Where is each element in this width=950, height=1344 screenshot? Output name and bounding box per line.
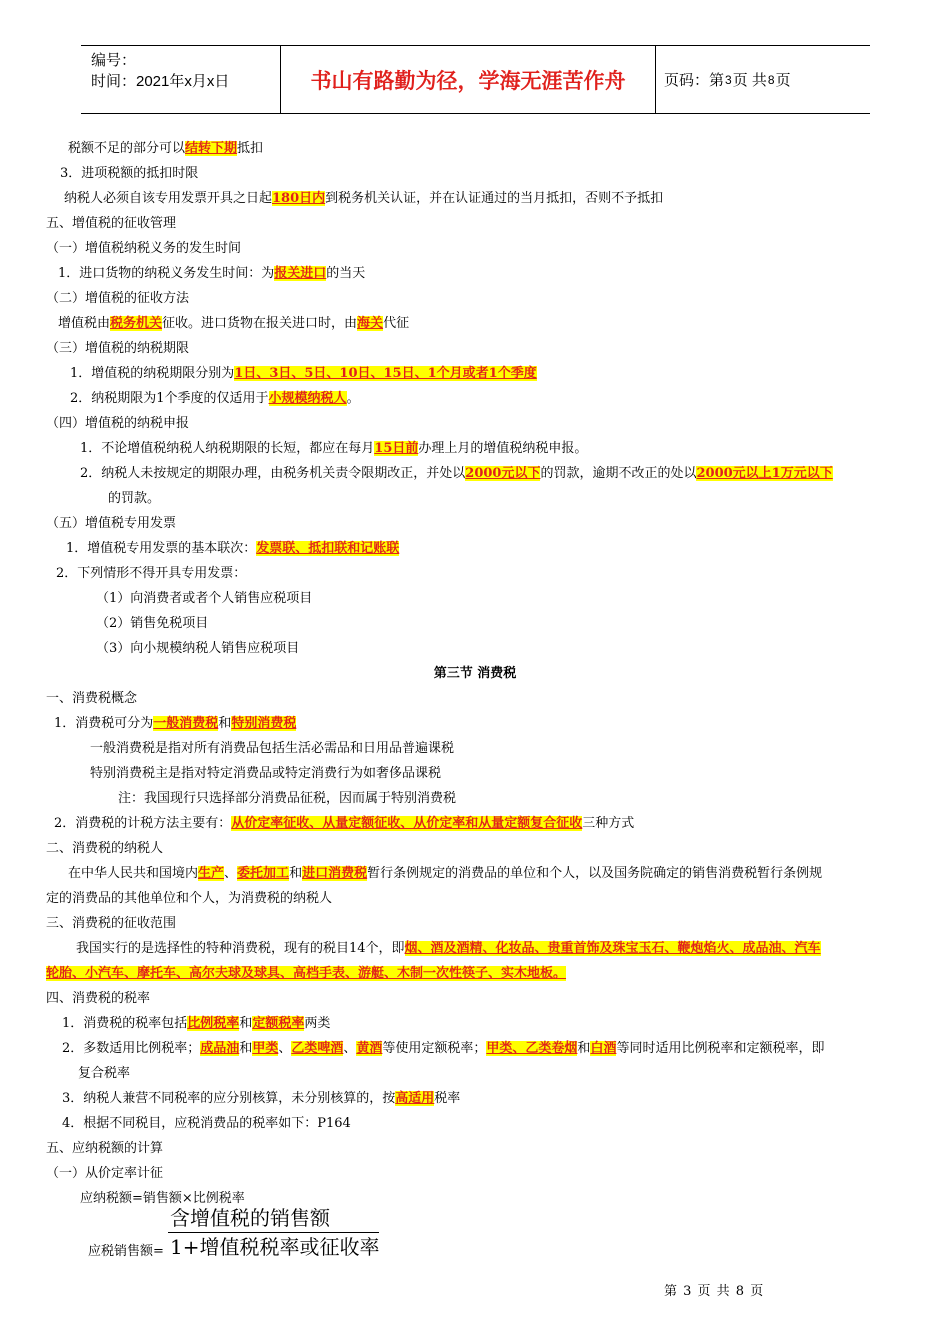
text-segment: 和 <box>239 1041 253 1056</box>
text-segment: 抵扣 <box>237 141 264 156</box>
text-segment: 税率 <box>434 1091 461 1106</box>
text-line <box>68 865 822 883</box>
text-segment: 注：我国现行只选择部分消费品征税，因而属于特别消费税 <box>118 791 457 806</box>
text-segment: 的罚款，逾期不改正的处以 <box>540 466 697 481</box>
text-line <box>60 165 198 183</box>
text-segment: 一、消费税概念 <box>46 691 138 706</box>
text-segment: 1．进口货物的纳税义务发生时间：为 <box>58 266 275 281</box>
text-segment: 增值税由 <box>58 316 111 331</box>
text-line <box>46 290 189 308</box>
text-segment: 3．纳税人兼营不同税率的应分别核算，未分别核算的，按 <box>62 1091 396 1106</box>
text-segment: （一）从价定率计征 <box>46 1166 164 1181</box>
formula-label: 应税销售额= <box>88 1244 164 1259</box>
formula-fraction <box>168 1204 379 1261</box>
document-header <box>81 45 870 114</box>
header-number-label: 编号： <box>91 52 137 69</box>
text-segment: 五、增值税的征收管理 <box>46 216 177 231</box>
text-segment: （五）增值税专用发票 <box>46 516 177 531</box>
formula-numerator: 含增值税的销售额 <box>170 1206 330 1230</box>
text-line <box>46 1165 163 1183</box>
text-line <box>58 265 365 283</box>
text-segment: 1．增值税专用发票的基本联次： <box>66 541 257 556</box>
text-segment: 和 <box>577 1041 591 1056</box>
text-segment: 四、消费税的税率 <box>46 991 151 1006</box>
text-segment: 1．增值税的纳税期限分别为 <box>70 366 235 381</box>
text-line <box>118 790 456 808</box>
highlighted-term: 黄酒 <box>356 1041 383 1056</box>
text-line <box>62 1090 460 1108</box>
text-segment: （四）增值税的纳税申报 <box>46 416 190 431</box>
highlighted-term: 报关进口 <box>274 266 327 281</box>
text-segment: 三种方式 <box>582 816 635 831</box>
text-segment: 2．纳税人未按规定的期限办理，由税务机关责令限期改正，并处以 <box>80 466 466 481</box>
text-segment: 和 <box>239 1016 253 1031</box>
text-segment: 定的消费品的其他单位和个人，为消费税的纳税人 <box>46 891 333 906</box>
text-line <box>70 390 360 408</box>
formula-denominator: 1+增值税税率或征收率 <box>168 1232 379 1261</box>
text-segment: 和 <box>218 716 232 731</box>
text-line <box>80 440 587 458</box>
page-prefix: 页码：第 <box>664 72 725 89</box>
text-line <box>96 615 208 633</box>
highlighted-term: 白酒 <box>590 1041 617 1056</box>
text-line <box>108 490 160 508</box>
text-segment: 代征 <box>383 316 410 331</box>
highlighted-term: 1日、3日、5日、10日、15日、1个月或者1个季度 <box>234 366 537 381</box>
text-segment: 、 <box>224 866 238 881</box>
highlighted-term: 成品油 <box>200 1041 240 1056</box>
highlighted-term: 比例税率 <box>187 1016 240 1031</box>
text-segment: 2．消费税的计税方法主要有： <box>54 816 232 831</box>
text-segment: 的罚款。 <box>108 491 161 506</box>
text-line <box>78 1065 130 1083</box>
text-segment: （1）向消费者或者个人销售应税项目 <box>96 591 313 606</box>
text-segment: 我国实行的是选择性的特种消费税，现有的税目14个，即 <box>76 941 405 956</box>
text-line <box>62 1115 351 1133</box>
highlighted-term: 乙类啤酒 <box>291 1041 344 1056</box>
highlighted-term: 2000元以下 <box>465 466 541 481</box>
text-segment: 、 <box>343 1041 357 1056</box>
text-segment: 纳税人必须自该专用发票开具之日起 <box>64 191 273 206</box>
highlighted-term: 甲类、乙类卷烟 <box>486 1041 578 1056</box>
highlighted-term: 委托加工 <box>237 866 290 881</box>
text-segment: （二）增值税的征收方法 <box>46 291 190 306</box>
text-segment: 在中华人民共和国境内 <box>68 866 199 881</box>
highlighted-term: 甲类 <box>252 1041 279 1056</box>
highlighted-term: 轮胎、小汽车、摩托车、高尔夫球及球具、高档手表、游艇、木制一次性筷子、实木地板。 <box>46 966 567 981</box>
highlighted-term: 税务机关 <box>110 316 163 331</box>
text-segment: 1．消费税可分为 <box>54 716 154 731</box>
page-suffix: 页 <box>775 72 791 89</box>
text-segment: 、 <box>278 1041 292 1056</box>
text-segment: 第三节 消费税 <box>433 666 517 681</box>
text-segment: 2．多数适用比例税率； <box>62 1041 201 1056</box>
text-line <box>76 940 821 958</box>
text-line <box>54 815 634 833</box>
section-heading <box>0 665 950 683</box>
text-segment: 等同时适用比例税率和定额税率，即 <box>616 1041 825 1056</box>
text-segment: 二、消费税的纳税人 <box>46 841 164 856</box>
header-motto: 书山有路勤为径，学海无涯苦作舟 <box>281 46 656 113</box>
text-segment: 3．进项税额的抵扣时限 <box>60 166 199 181</box>
text-segment: 暂行条例规定的消费品的单位和个人，以及国务院确定的销售消费税暂行条例规 <box>367 866 823 881</box>
highlighted-term: 海关 <box>357 316 384 331</box>
text-segment: 和 <box>289 866 303 881</box>
text-line <box>46 890 332 908</box>
text-segment: 1．不论增值税纳税人纳税期限的长短，都应在每月 <box>80 441 375 456</box>
highlighted-term: 小规模纳税人 <box>268 391 347 406</box>
text-segment: 特别消费税主是指对特定消费品或特定消费行为如奢侈品课税 <box>90 766 442 781</box>
text-segment: （一）增值税纳税义务的发生时间 <box>46 241 242 256</box>
text-segment: （2）销售免税项目 <box>96 616 209 631</box>
text-segment: 办理上月的增值税纳税申报。 <box>418 441 588 456</box>
text-line <box>46 840 163 858</box>
text-line <box>68 140 263 158</box>
page-number: 3 <box>725 72 732 87</box>
text-line <box>96 640 299 658</box>
highlighted-term: 一般消费税 <box>153 716 219 731</box>
text-line <box>64 190 663 208</box>
text-segment: 的当天 <box>326 266 366 281</box>
text-segment: 2．下列情形不得开具专用发票： <box>56 566 247 581</box>
text-line <box>46 690 137 708</box>
highlighted-term: 生产 <box>198 866 225 881</box>
page-footer: 第 3 页 共 8 页 <box>664 1284 765 1299</box>
text-segment: 五、应纳税额的计算 <box>46 1141 164 1156</box>
text-segment: 2．纳税期限为1个季度的仅适用于 <box>70 391 269 406</box>
text-segment: 1．消费税的税率包括 <box>62 1016 188 1031</box>
text-line <box>90 740 454 758</box>
text-line <box>46 515 176 533</box>
text-line <box>80 465 833 483</box>
highlighted-term: 定额税率 <box>252 1016 305 1031</box>
text-line <box>70 365 537 383</box>
highlighted-term: 从价定率征收、从量定额征收、从价定率和从量定额复合征收 <box>231 816 583 831</box>
header-page-info <box>656 46 870 113</box>
text-segment: 两类 <box>304 1016 331 1031</box>
text-segment: （三）增值税的纳税期限 <box>46 341 190 356</box>
text-line <box>46 965 566 983</box>
text-segment: 等使用定额税率； <box>382 1041 487 1056</box>
text-segment: 应纳税额=销售额×比例税率 <box>80 1191 245 1206</box>
text-line <box>66 540 399 558</box>
highlighted-term: 高适用 <box>395 1091 435 1106</box>
highlighted-term: 2000元以上1万元以下 <box>696 466 833 481</box>
text-line <box>58 315 409 333</box>
text-line <box>46 215 176 233</box>
text-segment: 复合税率 <box>78 1066 131 1081</box>
text-line <box>62 1040 824 1058</box>
header-date-label: 时间：2021年x月x日 <box>91 73 230 90</box>
text-segment: 4．根据不同税目，应税消费品的税率如下：P164 <box>62 1116 351 1131</box>
text-line <box>46 415 189 433</box>
text-segment: 一般消费税是指对所有消费品包括生活必需品和日用品普遍课税 <box>90 741 455 756</box>
highlighted-term: 进口消费税 <box>302 866 368 881</box>
highlighted-term: 结转下期 <box>185 141 238 156</box>
text-line <box>46 915 176 933</box>
highlighted-term: 180日内 <box>272 191 326 206</box>
text-segment: 税额不足的部分可以 <box>68 141 186 156</box>
text-segment: 征收。进口货物在报关进口时，由 <box>162 316 358 331</box>
text-line <box>46 990 150 1008</box>
text-segment: 三、消费税的征收范围 <box>46 916 177 931</box>
highlighted-term: 发票联、抵扣联和记账联 <box>256 541 400 556</box>
text-line <box>96 590 312 608</box>
header-info <box>81 46 281 113</box>
highlighted-term: 15日前 <box>374 441 419 456</box>
text-line <box>46 340 189 358</box>
text-line <box>56 565 246 583</box>
text-segment: 到税务机关认证，并在认证通过的当月抵扣，否则不予抵扣 <box>325 191 664 206</box>
text-segment: 。 <box>346 391 360 406</box>
highlighted-term: 烟、酒及酒精、化妆品、贵重首饰及珠宝玉石、鞭炮焰火、成品油、汽车 <box>404 941 821 956</box>
text-line <box>62 1015 330 1033</box>
highlighted-term: 特别消费税 <box>231 716 297 731</box>
page-total: 8 <box>767 72 775 87</box>
text-line <box>46 240 241 258</box>
page-mid: 页 共 <box>732 72 767 89</box>
text-line <box>54 715 296 733</box>
text-line <box>90 765 441 783</box>
text-line <box>46 1140 163 1158</box>
text-segment: （3）向小规模纳税人销售应税项目 <box>96 641 300 656</box>
